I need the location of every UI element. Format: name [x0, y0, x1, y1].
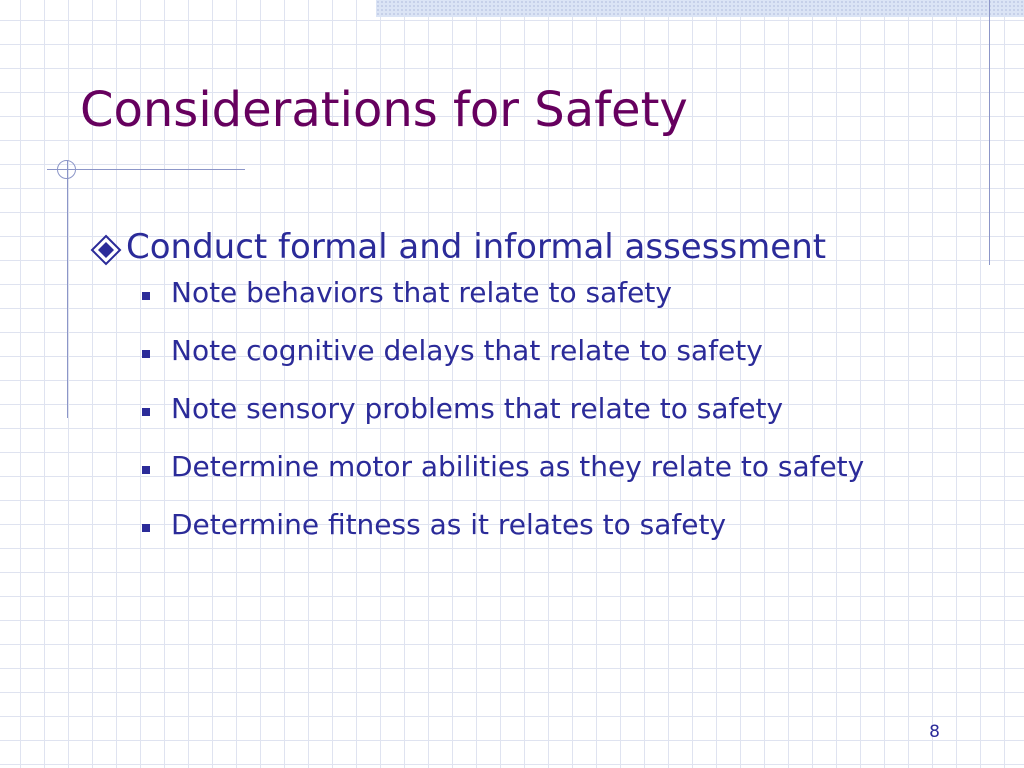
title-underline-rule — [47, 169, 245, 170]
sub-bullet-text: Note cognitive delays that relate to safety — [171, 334, 763, 367]
right-decorative-line — [989, 0, 990, 265]
square-bullet-icon — [142, 408, 150, 416]
square-bullet-icon — [142, 466, 150, 474]
square-bullet-icon — [142, 350, 150, 358]
list-item — [88, 450, 931, 484]
slide-body — [88, 224, 968, 566]
list-item — [88, 392, 931, 426]
page-number: 8 — [929, 722, 940, 742]
slide-title: Considerations for Safety — [80, 82, 688, 138]
top-decorative-band — [376, 0, 1024, 17]
left-decorative-line — [67, 160, 68, 418]
sub-bullet-text: Determine fitness as it relates to safety — [171, 508, 727, 541]
list-item — [88, 334, 931, 368]
sub-bullet-list — [88, 276, 968, 542]
main-bullet-item — [88, 224, 968, 270]
title-ring-ornament — [57, 160, 76, 179]
diamond-bullet-icon — [90, 234, 122, 266]
square-bullet-icon — [142, 524, 150, 532]
list-item — [88, 508, 931, 542]
sub-bullet-text: Note sensory problems that relate to safety — [171, 392, 784, 425]
sub-bullet-text: Determine motor abilities as they relate to safety — [171, 450, 865, 483]
square-bullet-icon — [142, 292, 150, 300]
list-item — [88, 276, 931, 310]
sub-bullet-text: Note behaviors that relate to safety — [171, 276, 672, 309]
main-bullet-text: Conduct formal and informal assessment — [126, 227, 827, 267]
